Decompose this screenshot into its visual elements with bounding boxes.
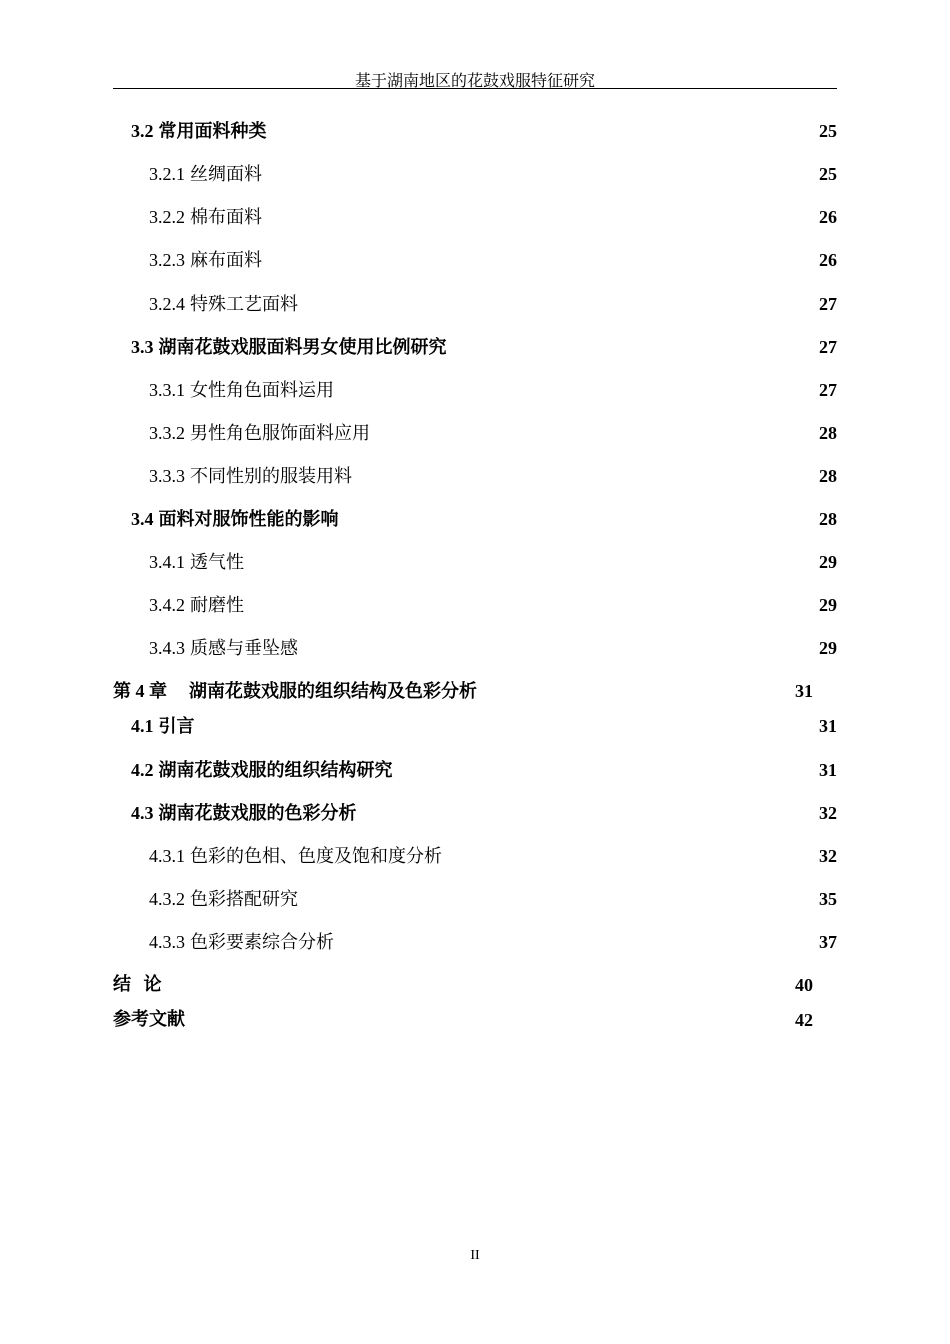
toc-entry-number: 3.2.2 [149,207,185,227]
toc-entry-page: 27 [819,380,837,400]
toc-entry[interactable] [131,506,837,532]
toc-entry-number: 3.4.1 [149,552,185,572]
toc-entry-page: 31 [819,716,837,736]
toc-entry-number: 3.2.1 [149,164,185,184]
toc-entry[interactable] [113,678,837,704]
toc-entry-page: 27 [819,294,837,314]
toc-entry[interactable] [131,334,837,360]
header-rule [113,88,837,89]
toc-entry-number: 3.3 [131,337,154,357]
toc-entry[interactable] [131,713,837,739]
toc-entry[interactable] [149,204,837,230]
toc-entry-page: 27 [819,337,837,357]
toc-entry-page: 29 [819,552,837,572]
toc-entry-title: 湖南花鼓戏服面料男女使用比例研究 [158,337,447,358]
toc-entry-label [149,420,370,447]
toc-entry-number: 3.3.3 [149,466,185,486]
toc-entry[interactable] [149,161,837,187]
toc-entry[interactable] [149,377,837,403]
toc-entry[interactable] [149,549,837,575]
toc-entry-title: 湖南花鼓戏服的组织结构及色彩分析 [189,681,477,702]
toc-entry-title: 结 论 [113,974,162,995]
page-number: II [470,1248,480,1263]
toc-entry-page: 31 [795,681,813,701]
toc-entry-title: 女性角色面料运用 [190,380,334,401]
toc-entry-label [113,972,162,998]
toc-entry-label [131,713,195,740]
toc-entry[interactable] [149,592,837,618]
toc-entry-number: 4.3.1 [149,846,185,866]
toc-entry-title: 引言 [158,716,195,737]
toc-entry-title: 棉布面料 [190,207,262,228]
toc-entry-label [113,1007,185,1033]
toc-entry[interactable] [131,800,837,826]
toc-entry-label [149,377,334,404]
toc-entry-title: 耐磨性 [190,595,244,616]
toc-entry[interactable] [131,118,837,144]
toc-entry-title: 面料对服饰性能的影响 [158,509,339,530]
toc-entry-page: 25 [819,164,837,184]
toc-entry[interactable] [113,1007,837,1033]
toc-entry-number: 3.2.3 [149,250,185,270]
toc-entry-title: 色彩要素综合分析 [190,932,334,953]
toc-entry-label [149,843,442,870]
toc-entry[interactable] [149,247,837,273]
toc-entry-page: 26 [819,207,837,227]
toc-entry-title: 麻布面料 [190,250,262,271]
toc-entry-title: 色彩的色相、色度及饱和度分析 [190,846,442,867]
toc-entry-title: 丝绸面料 [190,164,262,185]
toc-entry-page: 28 [819,509,837,529]
toc-entry-page: 42 [795,1010,813,1030]
toc-entry-title: 质感与垂坠感 [190,638,298,659]
toc-entry-label [131,800,357,827]
toc-entry-number: 第 4 章 [113,681,167,701]
toc-entry-page: 29 [819,638,837,658]
toc-entry-number: 3.2 [131,121,154,141]
toc-entry-label [149,161,262,188]
toc-entry[interactable] [149,463,837,489]
toc-entry-title: 参考文献 [113,1009,185,1030]
toc-entry[interactable] [149,886,837,912]
toc-entry-number: 3.4 [131,509,154,529]
toc-entry-label [131,118,267,145]
toc-entry-number: 4.1 [131,716,154,736]
toc-entry-page: 26 [819,250,837,270]
toc-entry-label [149,592,244,619]
toc-entry[interactable] [149,843,837,869]
toc-entry-label [149,463,352,490]
toc-entry-title: 湖南花鼓戏服的组织结构研究 [158,760,393,781]
toc-entry-number: 4.3.2 [149,889,185,909]
toc-entry-label [149,929,334,956]
toc-entry-page: 28 [819,423,837,443]
toc-entry-label [149,291,298,318]
toc-entry-page: 29 [819,595,837,615]
toc-entry-label [131,334,447,361]
toc-entry-label [113,678,477,705]
toc-entry-number: 3.3.1 [149,380,185,400]
toc-entry[interactable] [149,291,837,317]
toc-entry-number: 3.4.2 [149,595,185,615]
toc-entry-number: 4.2 [131,760,154,780]
toc-entry-title: 透气性 [190,552,244,573]
toc-entry[interactable] [149,929,837,955]
toc-entry[interactable] [149,635,837,661]
toc-entry-label [131,506,339,533]
toc-entry-title: 男性角色服饰面料应用 [190,423,370,444]
toc-entry-title: 常用面料种类 [158,121,267,142]
toc-entry-number: 4.3.3 [149,932,185,952]
running-header: 基于湖南地区的花鼓戏服特征研究 [354,71,595,90]
toc-entry-title: 色彩搭配研究 [190,889,298,910]
toc-entry-page: 28 [819,466,837,486]
toc-entry[interactable] [113,972,837,998]
toc-entry-number: 4.3 [131,803,154,823]
toc-entry-page: 31 [819,760,837,780]
toc-entry-title: 特殊工艺面料 [190,294,298,315]
toc-entry-number: 3.4.3 [149,638,185,658]
toc-entry-page: 40 [795,975,813,995]
toc-entry[interactable] [149,420,837,446]
toc-entry-page: 37 [819,932,837,952]
toc-entry-page: 32 [819,803,837,823]
toc-entry-page: 35 [819,889,837,909]
toc-entry-label [131,757,393,784]
toc-entry-number: 3.3.2 [149,423,185,443]
toc-entry-page: 25 [819,121,837,141]
toc-entry-label [149,886,298,913]
toc-entry-number: 3.2.4 [149,294,185,314]
toc-entry-label [149,635,298,662]
toc-entry[interactable] [131,757,837,783]
toc-entry-title: 不同性别的服装用料 [190,466,352,487]
toc-entry-label [149,247,262,274]
toc-entry-title: 湖南花鼓戏服的色彩分析 [158,803,357,824]
toc-entry-page: 32 [819,846,837,866]
toc-entry-label [149,204,262,231]
toc-entry-label [149,549,244,576]
